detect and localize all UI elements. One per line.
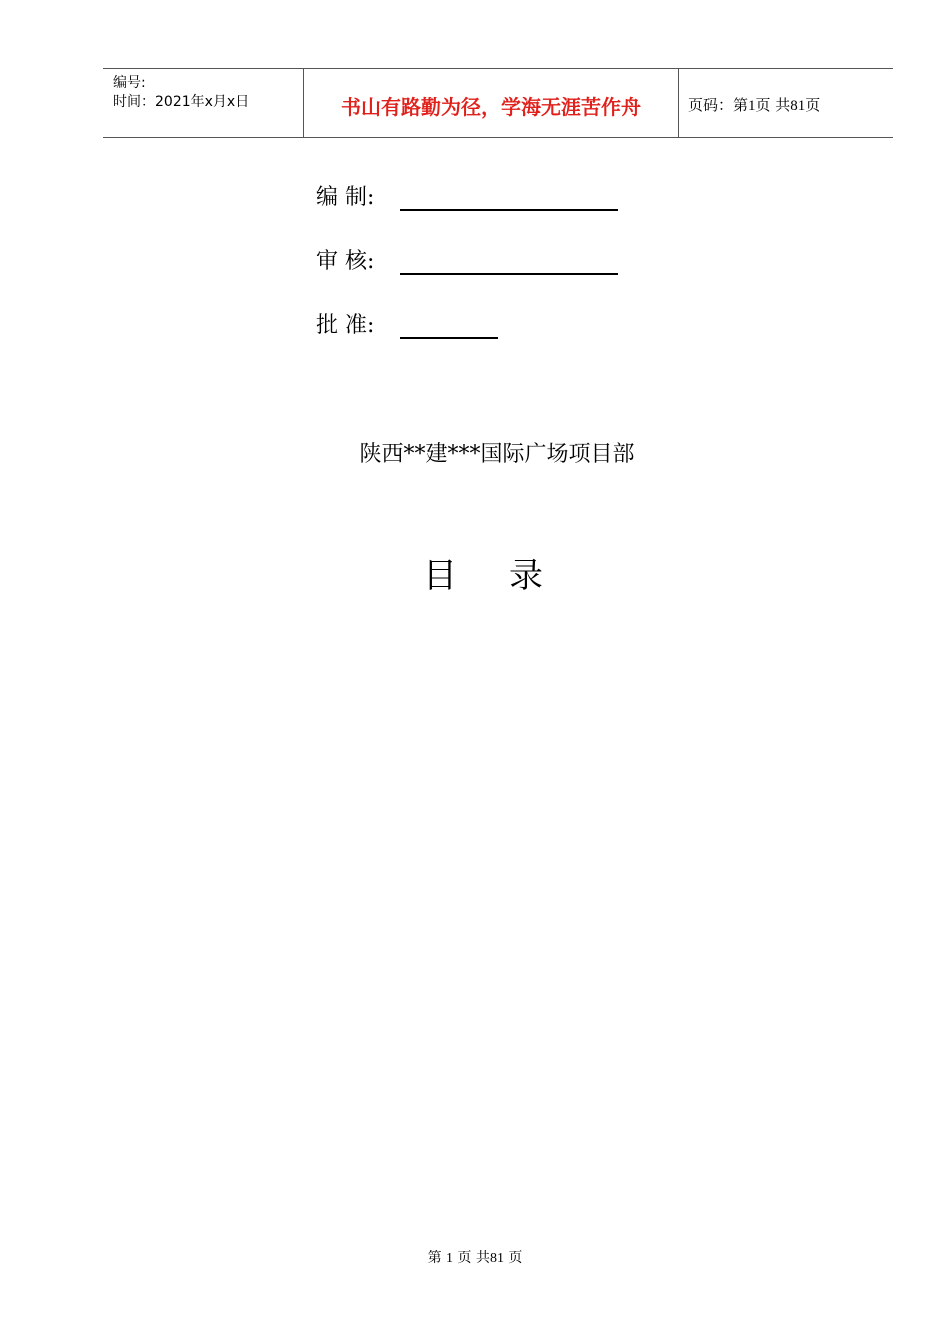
header-page-mid: 页 共 [755,96,791,114]
toc-title [0,548,950,597]
signoff-approver [316,308,498,339]
footer-page-total: 81 [489,1251,504,1266]
header-meta-cell [103,69,303,137]
toc-title-char-1: 目 [423,556,457,596]
organization-name: 陕西**建***国际广场项目部 [359,442,635,467]
signoff-approver-line [400,317,498,339]
page-header [103,68,893,138]
doc-number-label: 编号: [113,75,146,91]
signoff-compiler-line [400,189,618,211]
footer-mid: 页 共 [457,1250,490,1266]
signoff-reviewer [316,244,618,275]
signoff-compiler-label: 编 制: [316,185,375,210]
footer-suffix: 页 [508,1250,523,1266]
footer-prefix: 第 [427,1250,442,1266]
signoff-reviewer-label: 审 核: [316,249,375,274]
header-page-prefix: 页码：第 [688,96,749,114]
signoff-reviewer-line [400,253,618,275]
signoff-compiler [316,180,618,211]
header-motto-cell [303,69,679,137]
header-page-cell [678,69,893,137]
signoff-approver-label: 批 准: [316,313,375,338]
header-motto: 书山有路勤为径，学海无涯苦作舟 [341,95,641,119]
page-footer [0,1247,950,1267]
doc-time-label: 时间：2021年x月x日 [113,94,250,110]
header-page-suffix: 页 [805,96,821,114]
toc-title-char-2: 录 [509,556,543,596]
header-page-info [688,94,820,115]
header-page-total: 81 [790,98,806,114]
header-page-num: 1 [748,98,756,114]
footer-page-num: 1 [446,1251,454,1266]
